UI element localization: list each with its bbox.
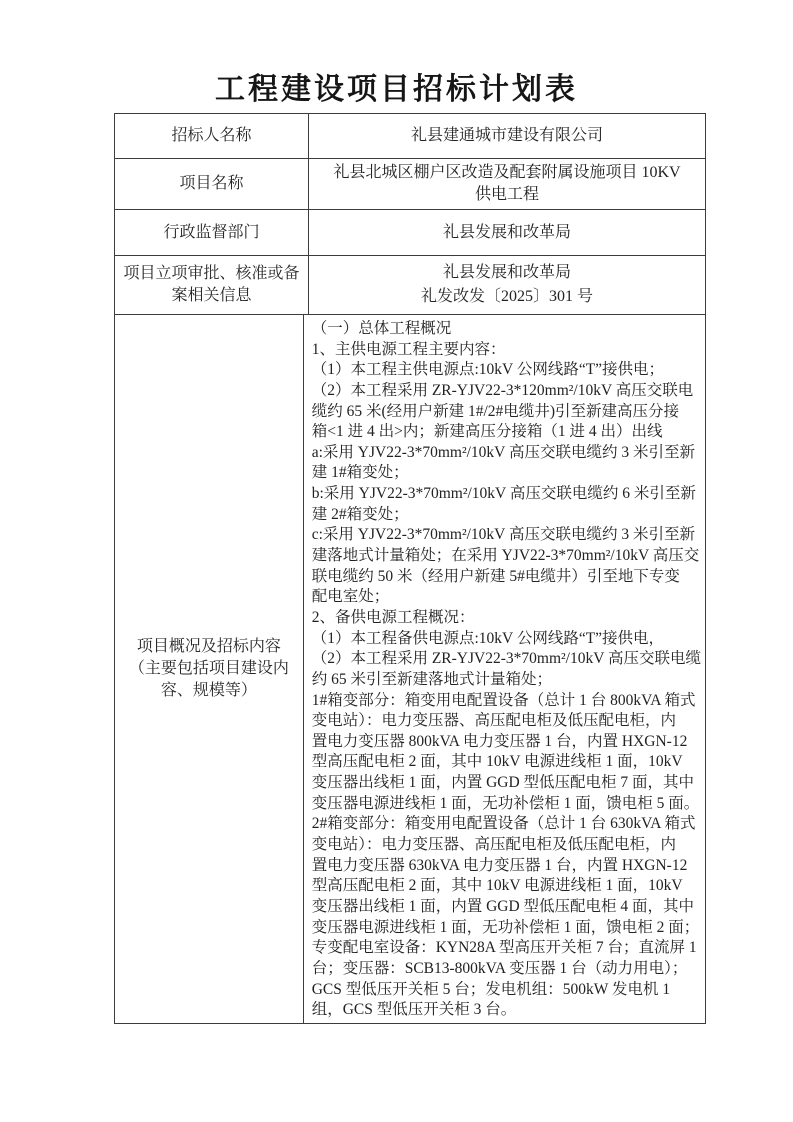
overview-text-line: 变压器电源进线柜 1 面，无功补偿柜 1 面，馈电柜 2 面； xyxy=(311,918,700,936)
bidder-name-label: 招标人名称 xyxy=(115,114,309,158)
overview-text-line: 2#箱变部分：箱变用电配置设备（总计 1 台 630kVA 箱式 xyxy=(311,815,696,833)
overview-text-line: 建 2#箱变处； xyxy=(311,505,409,523)
approval-info-value xyxy=(309,256,705,314)
overview-text-line: 置电力变压器 630kVA 电力变压器 1 台，内置 HXGN-12 xyxy=(311,856,688,874)
table-row-bidder xyxy=(115,114,705,158)
approval-document-number: 礼发改发〔2025〕301 号 xyxy=(420,288,593,305)
project-overview-label: 项目概况及招标内容（主要包括项目建设内容、规模等） xyxy=(115,315,304,1023)
overview-text-line: GCS 型低压开关柜 5 台；发电机组：500kW 发电机 1 xyxy=(311,980,671,998)
project-name-line-2: 供电工程 xyxy=(474,186,539,203)
overview-text-line: 1、主供电源工程主要内容： xyxy=(311,340,506,358)
overview-text-line: 约 65 米引至新建落地式计量箱处； xyxy=(311,670,552,688)
overview-text-line: c:采用 YJV22-3*70mm²/10kV 高压交联电缆约 3 米引至新 xyxy=(311,526,695,544)
overview-text-line: 专变配电室设备：KYN28A 型高压开关柜 7 台；直流屏 1 xyxy=(311,939,697,957)
bidder-name-value: 礼县建通城市建设有限公司 xyxy=(410,127,603,144)
project-name-value xyxy=(309,159,705,209)
overview-text-line: （2）本工程采用 ZR-YJV22-3*120mm²/10kV 高压交联电 xyxy=(311,381,694,399)
approval-info-label: 项目立项审批、核准或备案相关信息 xyxy=(115,256,309,314)
project-name-label: 项目名称 xyxy=(115,159,309,209)
overview-text-line: 建 1#箱变处； xyxy=(311,464,409,482)
overview-text-line: 型高压配电柜 2 面，其中 10kV 电源进线柜 1 面，10kV xyxy=(311,877,683,895)
overview-text-line: 变压器电源进线柜 1 面，无功补偿柜 1 面，馈电柜 5 面。 xyxy=(311,794,700,812)
overview-text-line: 变压器出线柜 1 面，内置 GGD 型低压配电柜 7 面，其中 xyxy=(311,774,695,792)
overview-text-line: 箱<1 进 4 出>内；新建高压分接箱（1 进 4 出）出线 xyxy=(311,423,663,441)
overview-text-line: （2）本工程采用 ZR-YJV22-3*70mm²/10kV 高压交联电缆 xyxy=(311,650,701,668)
table-row-approval xyxy=(115,255,705,314)
project-overview-text xyxy=(304,315,705,1023)
supervising-department-label: 行政监督部门 xyxy=(115,210,309,255)
table-row-project xyxy=(115,158,705,209)
overview-text-line: 变压器出线柜 1 面，内置 GGD 型低压配电柜 4 面，其中 xyxy=(311,897,695,915)
overview-text-line: （1）本工程备供电源点:10kV 公网线路“T”接供电， xyxy=(311,629,665,647)
supervising-department-value: 礼县发展和改革局 xyxy=(442,223,571,241)
overview-text-line: 联电缆约 50 米（经用户新建 5#电缆井）引至地下专变 xyxy=(311,567,680,585)
overview-text-line: （一）总体工程概况 xyxy=(311,320,452,337)
overview-text-line: 变电站）：电力变压器、高压配电柜及低压配电柜，内 xyxy=(311,836,676,854)
overview-text-line: b:采用 YJV22-3*70mm²/10kV 高压交联电缆约 6 米引至新 xyxy=(311,485,696,503)
table-row-supervisor xyxy=(115,209,705,255)
overview-text-line: 缆约 65 米(经用户新建 1#/2#电缆井)引至新建高压分接 xyxy=(311,402,679,420)
project-name-line-1: 礼县北城区棚户区改造及配套附属设施项目 10KV xyxy=(333,164,681,181)
overview-text-line: 建落地式计量箱处；在采用 YJV22-3*70mm²/10kV 高压交 xyxy=(311,547,700,565)
overview-text-line: 台；变压器：SCB13-800kVA 变压器 1 台（动力用电）； xyxy=(311,959,688,977)
approval-authority: 礼县发展和改革局 xyxy=(442,264,571,281)
overview-text-line: 变电站）：电力变压器、高压配电柜及低压配电柜，内 xyxy=(311,712,676,730)
table-row-overview xyxy=(115,314,705,1023)
overview-text-line: 1#箱变部分：箱变用电配置设备（总计 1 台 800kVA 箱式 xyxy=(311,691,696,709)
bidding-plan-table xyxy=(114,113,706,1024)
overview-text-line: a:采用 YJV22-3*70mm²/10kV 高压交联电缆约 3 米引至新 xyxy=(311,443,695,461)
overview-text-line: 组，GCS 型低压开关柜 3 台。 xyxy=(311,1001,517,1019)
overview-text-line: （1）本工程主供电源点:10kV 公网线路“T”接供电； xyxy=(311,361,665,379)
overview-text-line: 型高压配电柜 2 面，其中 10kV 电源进线柜 1 面，10kV xyxy=(311,753,683,771)
overview-text-line: 置电力变压器 800kVA 电力变压器 1 台，内置 HXGN-12 xyxy=(311,732,688,750)
overview-text-line: 配电室处； xyxy=(311,588,390,606)
page-title: 工程建设项目招标计划表 xyxy=(215,73,578,106)
overview-text-line: 2、备供电源工程概况： xyxy=(311,608,475,626)
